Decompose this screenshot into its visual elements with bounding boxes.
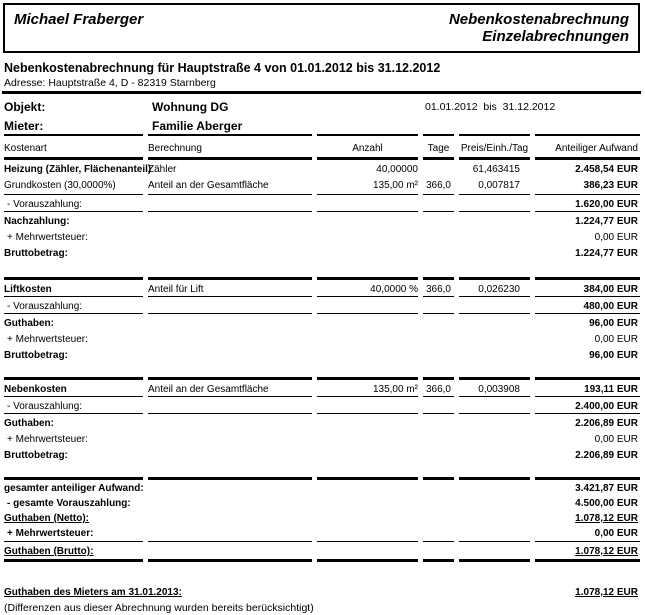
summary-divider <box>0 477 645 480</box>
prepayment-value: 2.400,00 EUR <box>575 401 638 412</box>
cost-row <box>0 280 645 296</box>
summary-vat-value: 0,00 EUR <box>594 528 638 539</box>
tenant-row <box>0 119 645 132</box>
object-label: Objekt: <box>4 100 46 114</box>
credit-gross-label: Guthaben (Brutto): <box>4 546 94 557</box>
prepayment-row <box>0 195 645 211</box>
tenant-credit-value: 1.078,12 EUR <box>575 587 638 598</box>
cell-preis: 61,463415 <box>472 164 520 175</box>
result-value: 96,00 EUR <box>589 318 638 329</box>
tenant-credit-row <box>0 583 645 599</box>
credit-net-row <box>0 510 645 525</box>
separator-line <box>0 211 645 212</box>
statement-address: Adresse: Hauptstraße 4, D - 82319 Starnberg <box>4 77 216 89</box>
separator-line <box>0 296 645 297</box>
billing-period: 01.01.2012 bis 31.12.2012 <box>425 101 556 113</box>
block-divider <box>0 277 645 280</box>
cost-block-liftkosten <box>0 280 645 362</box>
table-header-row <box>0 139 645 155</box>
cell-anzahl: 40,00000 <box>376 164 418 175</box>
cell-aufwand: 384,00 EUR <box>583 284 638 295</box>
cell-tage: 366,0 <box>425 180 451 191</box>
cell-preis: 0,026230 <box>478 284 520 295</box>
cell-aufwand: 193,11 EUR <box>584 384 638 395</box>
footer-note: (Differenzen aus dieser Abrechnung wurden bereits berücksichtigt) <box>4 602 314 614</box>
cell-berechnung: Anteil für Lift <box>148 284 204 295</box>
credit-gross-row <box>0 542 645 558</box>
gross-value: 96,00 EUR <box>589 350 638 361</box>
result-row <box>0 414 645 430</box>
tenant-value: Familie Aberger <box>152 119 243 133</box>
credit-net-label: Guthaben (Netto): <box>4 513 89 524</box>
prepayment-row <box>0 297 645 313</box>
cell-preis: 0,007817 <box>478 180 520 191</box>
cell-kostenart: Grundkosten (30,0000%) <box>4 180 116 191</box>
gross-row <box>0 244 645 260</box>
sender-name: Michael Fraberger <box>14 11 144 28</box>
tenant-credit-label: Guthaben des Mieters am 31.01.2013: <box>4 587 182 598</box>
column-header-tage: Tage <box>427 143 450 154</box>
gross-value: 2.206,89 EUR <box>575 450 638 461</box>
total-expense-row <box>0 480 645 495</box>
result-label: Nachzahlung: <box>4 216 70 227</box>
column-header-kostenart: Kostenart <box>4 143 47 154</box>
result-value: 2.206,89 EUR <box>575 418 638 429</box>
total-expense-label: gesamter anteiliger Aufwand: <box>4 483 144 494</box>
cell-berechnung: Zähler <box>148 164 177 175</box>
total-prepayment-label: - gesamte Vorauszahlung: <box>7 498 131 509</box>
summary-block <box>0 480 645 562</box>
cost-row <box>0 176 645 192</box>
gross-row <box>0 446 645 462</box>
cell-anzahl: 135,00 m² <box>372 384 418 395</box>
column-header-aufwand: Anteiliger Aufwand <box>555 143 638 154</box>
vat-value: 0,00 EUR <box>594 434 638 445</box>
cell-aufwand: 386,23 EUR <box>583 180 638 191</box>
cell-berechnung: Anteil an der Gesamtfläche <box>148 180 269 191</box>
column-header-berechnung: Berechnung <box>148 143 202 154</box>
letterhead-box <box>3 3 640 53</box>
prepayment-row <box>0 397 645 413</box>
separator-line <box>0 313 645 314</box>
separator-line <box>0 413 645 414</box>
cell-preis: 0,003908 <box>478 384 520 395</box>
total-prepayment-row <box>0 495 645 510</box>
cell-kostenart: Liftkosten <box>4 284 52 295</box>
gross-label: Bruttobetrag: <box>4 248 68 259</box>
result-row <box>0 212 645 228</box>
cell-aufwand: 2.458,54 EUR <box>575 164 638 175</box>
gross-label: Bruttobetrag: <box>4 450 68 461</box>
vat-value: 0,00 EUR <box>594 232 638 243</box>
document-type-line1: Nebenkostenabrechnung <box>448 11 629 28</box>
prepayment-label: - Vorauszahlung: <box>7 301 83 312</box>
prepayment-label: - Vorauszahlung: <box>7 199 83 210</box>
vat-label: + Mehrwertsteuer: <box>7 232 88 243</box>
separator-line <box>0 194 645 195</box>
separator-line <box>0 396 645 397</box>
vat-value: 0,00 EUR <box>594 334 638 345</box>
cell-tage: 366,0 <box>425 384 451 395</box>
vat-row <box>0 228 645 244</box>
column-header-anzahl: Anzahl <box>352 143 383 154</box>
vat-label: + Mehrwertsteuer: <box>7 434 88 445</box>
credit-net-value: 1.078,12 EUR <box>575 513 638 524</box>
gross-value: 1.224,77 EUR <box>575 248 638 259</box>
table-header-divider <box>0 157 645 160</box>
header-divider <box>2 91 641 94</box>
cell-anzahl: 40,0000 % <box>370 284 418 295</box>
total-expense-value: 3.421,87 EUR <box>575 483 638 494</box>
vat-row <box>0 430 645 446</box>
result-label: Guthaben: <box>4 318 54 329</box>
document-type <box>449 11 629 51</box>
object-row <box>0 100 645 113</box>
cell-berechnung: Anteil an der Gesamtfläche <box>148 384 269 395</box>
result-label: Guthaben: <box>4 418 54 429</box>
cost-row <box>0 160 645 176</box>
gross-row <box>0 346 645 362</box>
result-value: 1.224,77 EUR <box>575 216 638 227</box>
cell-kostenart: Nebenkosten <box>4 384 67 395</box>
cell-kostenart: Heizung (Zähler, Flächenanteil) <box>4 164 152 175</box>
document-type-line2: Einzelabrechnungen <box>482 28 629 45</box>
prepayment-label: - Vorauszahlung: <box>7 401 83 412</box>
total-prepayment-value: 4.500,00 EUR <box>575 498 638 509</box>
summary-end-divider <box>0 559 645 562</box>
vat-label: + Mehrwertsteuer: <box>7 334 88 345</box>
tenant-label: Mieter: <box>4 119 44 133</box>
nebenkosten-document <box>0 3 645 615</box>
summary-vat-row <box>0 525 645 540</box>
statement-title: Nebenkostenabrechnung für Hauptstraße 4 von 01.01.2012 bis 31.12.2012 <box>4 61 441 75</box>
prepayment-value: 1.620,00 EUR <box>575 199 638 210</box>
block-divider <box>0 377 645 380</box>
cost-block-heizung <box>0 160 645 260</box>
vat-row <box>0 330 645 346</box>
summary-vat-label: + Mehrwertsteuer: <box>7 528 94 539</box>
separator-line <box>0 134 645 136</box>
credit-gross-value: 1.078,12 EUR <box>575 546 638 557</box>
cost-block-nebenkosten <box>0 380 645 462</box>
prepayment-value: 480,00 EUR <box>583 301 638 312</box>
gross-label: Bruttobetrag: <box>4 350 68 361</box>
cost-row <box>0 380 645 396</box>
object-value: Wohnung DG <box>152 100 229 114</box>
cell-tage: 366,0 <box>425 284 451 295</box>
cell-anzahl: 135,00 m² <box>372 180 418 191</box>
column-header-preis: Preis/Einh./Tag <box>460 143 529 154</box>
separator-line <box>0 541 645 542</box>
result-row <box>0 314 645 330</box>
